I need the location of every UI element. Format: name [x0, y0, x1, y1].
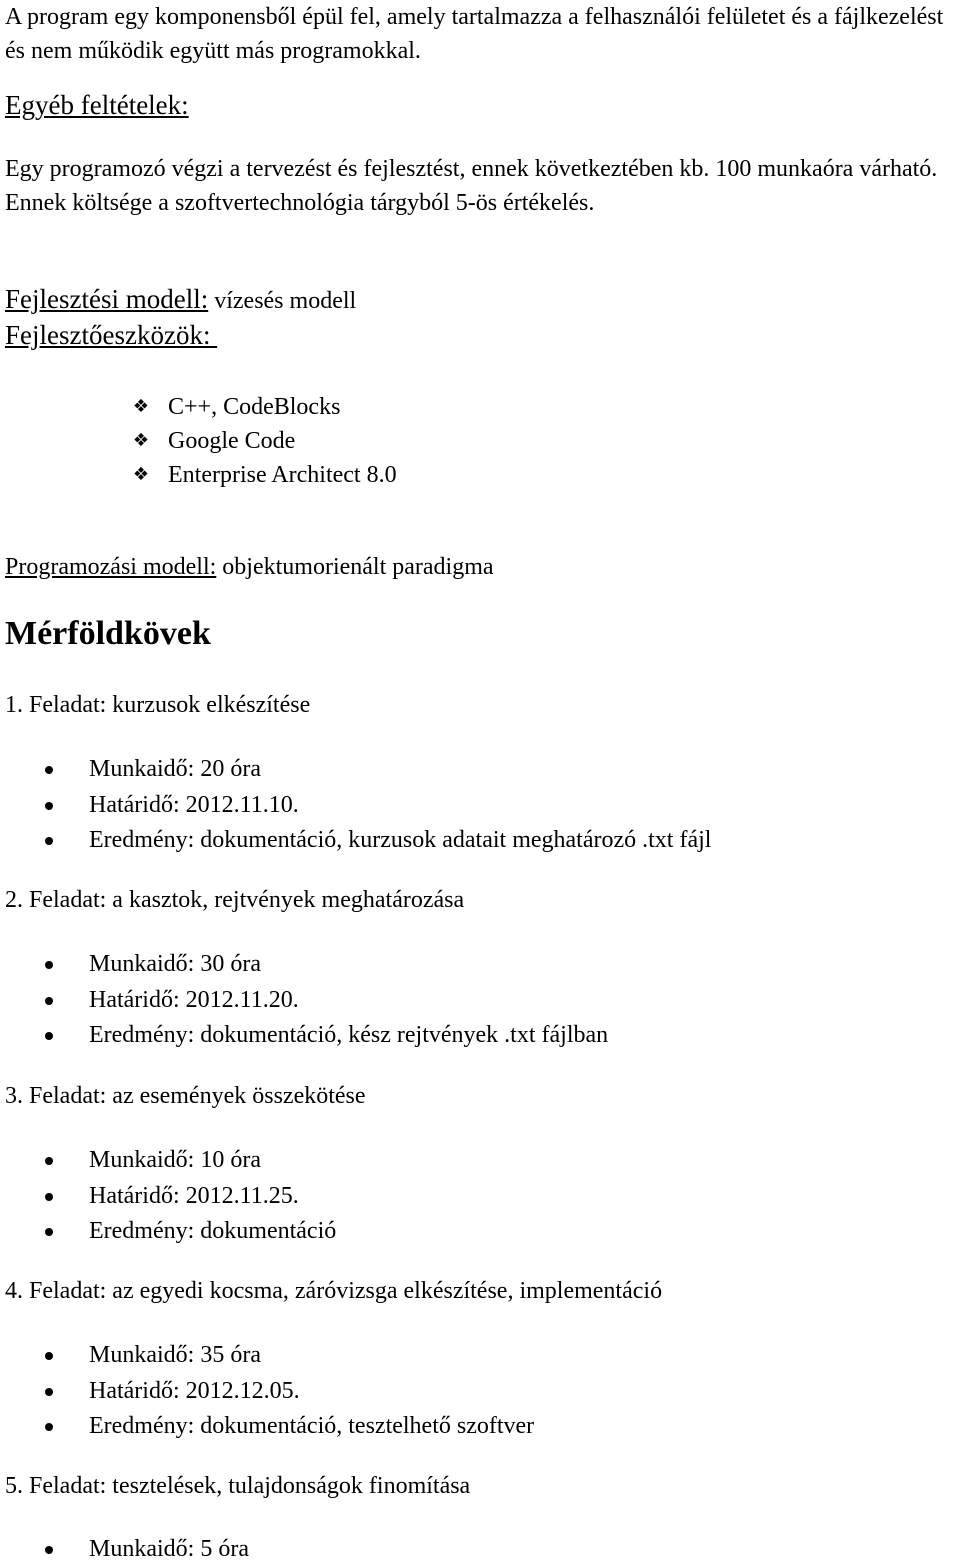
bullet-icon: [45, 1193, 53, 1201]
list-item: [130, 424, 397, 458]
bullet-icon: [45, 1423, 53, 1431]
list-item: [45, 1410, 534, 1444]
bullet-icon: [45, 837, 53, 845]
task-title: 1. Feladat: kurzusok elkészítése: [5, 692, 311, 718]
list-item: [45, 1143, 336, 1179]
task-detail: Eredmény: dokumentáció, tesztelhető szoftver: [89, 1413, 535, 1440]
dev-model-label: Fejlesztési modell:: [5, 284, 209, 314]
list-item: [130, 390, 397, 424]
bullet-icon: [45, 802, 53, 810]
task-details: [45, 752, 711, 858]
task-detail: Munkaidő: 20 óra: [89, 756, 261, 783]
task-detail: Határidő: 2012.11.25.: [89, 1183, 299, 1210]
diamond-bullet-icon: ❖: [132, 430, 150, 451]
prog-model-value: objektumorienált paradigma: [216, 554, 494, 580]
task-details: [45, 1143, 336, 1249]
diamond-bullet-icon: ❖: [132, 396, 150, 417]
dev-model-value: vízesés modell: [208, 288, 357, 314]
task-details: [45, 947, 608, 1053]
prog-model-line: [5, 552, 494, 583]
list-item: [45, 1215, 336, 1249]
task-detail: Munkaidő: 35 óra: [89, 1342, 261, 1369]
list-item: [45, 1338, 534, 1374]
tool-label: Google Code: [168, 428, 296, 454]
diamond-bullet-icon: ❖: [132, 464, 150, 485]
list-item: [45, 1533, 249, 1567]
list-item: [130, 458, 397, 492]
tool-label: Enterprise Architect 8.0: [168, 462, 397, 488]
task-details: [45, 1533, 249, 1567]
task-title: 4. Feladat: az egyedi kocsma, záróvizsga elkészítése, implementáció: [5, 1278, 663, 1304]
bullet-icon: [45, 1546, 53, 1554]
prog-model-label: Programozási modell:: [5, 554, 217, 580]
list-item: [45, 1019, 608, 1053]
task-detail: Határidő: 2012.11.20.: [89, 987, 299, 1014]
tool-label: C++, CodeBlocks: [168, 394, 341, 420]
list-item: [45, 947, 608, 983]
list-item: [45, 1374, 534, 1410]
milestones-heading: Mérföldkövek: [5, 615, 211, 652]
task-detail: Eredmény: dokumentáció: [89, 1218, 337, 1245]
conditions-paragraph: Egy programozó végzi a tervezést és fejlesztést, ennek következtében kb. 100 munkaóra várható. Ennek költsége a szoftvertechnológia tárgyból 5-ös értékelés.: [5, 156, 938, 216]
list-item: [45, 824, 711, 858]
list-item: [45, 1179, 336, 1215]
list-item: [45, 752, 711, 788]
task-detail: Munkaidő: 5 óra: [89, 1536, 249, 1563]
task-title: 2. Feladat: a kasztok, rejtvények meghatározása: [5, 887, 465, 913]
intro-paragraph: A program egy komponensből épül fel, amely tartalmazza a felhasználói felületet és a fájlkezelést és nem működik együtt más programokkal.: [5, 4, 944, 64]
tools-heading: Fejlesztőeszközök:: [5, 320, 218, 350]
task-detail: Határidő: 2012.12.05.: [89, 1378, 300, 1405]
tools-list: [130, 390, 397, 492]
bullet-icon: [45, 961, 53, 969]
list-item: [45, 983, 608, 1019]
bullet-icon: [45, 766, 53, 774]
dev-model-line: [5, 282, 356, 317]
task-detail: Határidő: 2012.11.10.: [89, 792, 299, 819]
bullet-icon: [45, 1352, 53, 1360]
task-detail: Eredmény: dokumentáció, kész rejtvények .txt fájlban: [89, 1022, 609, 1049]
bullet-icon: [45, 1032, 53, 1040]
bullet-icon: [45, 1388, 53, 1396]
task-detail: Eredmény: dokumentáció, kurzusok adatait meghatározó .txt fájl: [89, 827, 712, 854]
list-item: [45, 788, 711, 824]
task-details: [45, 1338, 534, 1444]
conditions-heading: Egyéb feltételek:: [5, 90, 189, 120]
bullet-icon: [45, 1157, 53, 1165]
task-title: 5. Feladat: tesztelések, tulajdonságok finomítása: [5, 1473, 471, 1499]
task-detail: Munkaidő: 30 óra: [89, 951, 261, 978]
bullet-icon: [45, 1228, 53, 1236]
bullet-icon: [45, 997, 53, 1005]
task-title: 3. Feladat: az események összekötése: [5, 1083, 366, 1109]
task-detail: Munkaidő: 10 óra: [89, 1147, 261, 1174]
